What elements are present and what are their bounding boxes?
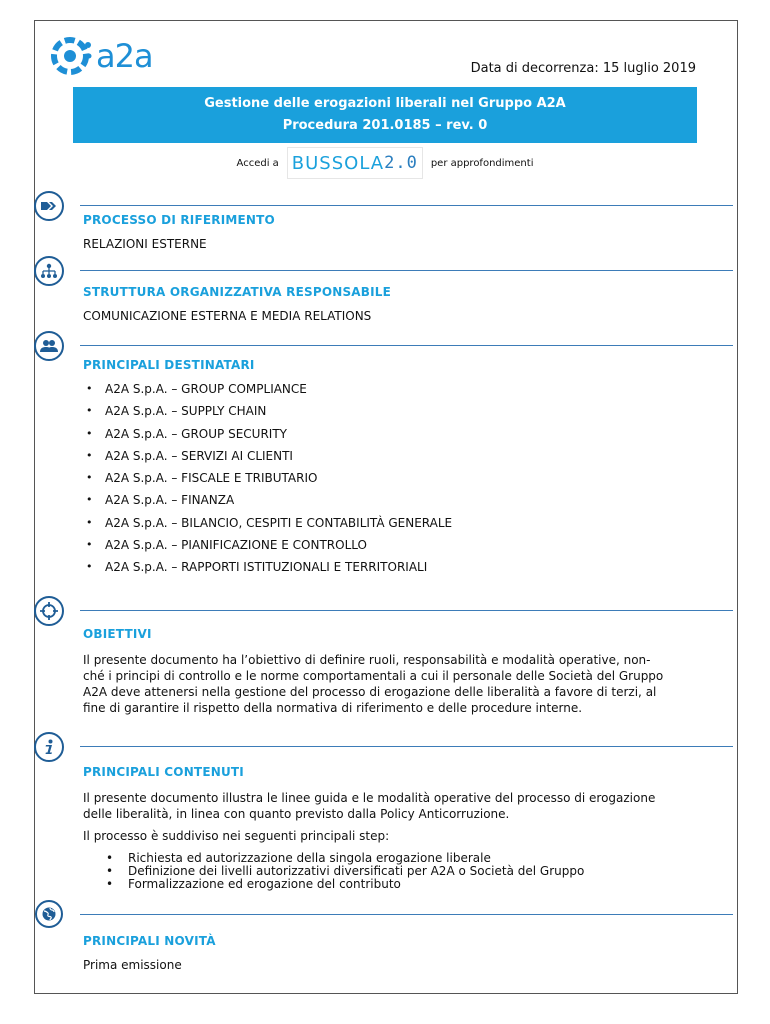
list-item: • Richiesta ed autorizzazione della singola erogazione liberale [104,852,584,865]
bussola-link[interactable] [287,147,423,179]
text-line: delle liberalità, in linea con quanto previsto dalla Policy Anticorruzione. [83,807,510,821]
access-suffix: per approfondimenti [430,157,534,169]
section-divider [80,746,733,747]
text-line: Il presente documento ha l’obiettivo di definire ruoli, responsabilità e modalità operative, non- [83,653,651,667]
section-title-struttura: STRUTTURA ORGANIZZATIVA RESPONSABILE [83,285,392,299]
list-item: • A2A S.p.A. – SERVIZI AI CLIENTI [83,445,452,467]
list-item: • Formalizzazione ed erogazione del contributo [104,878,584,891]
list-item: • A2A S.p.A. – FISCALE E TRIBUTARIO [83,467,452,489]
access-row [0,147,770,179]
recipients-list [83,378,452,579]
effective-date: Data di decorrenza: 15 luglio 2019 [470,61,696,76]
a2a-logo-icon [50,36,94,76]
section-divider [80,270,733,271]
a2a-logo [50,36,153,76]
info-icon [34,732,64,762]
list-item: • A2A S.p.A. – GROUP COMPLIANCE [83,378,452,400]
target-icon [34,596,64,626]
text-line: A2A deve attenersi nella gestione del processo di erogazione delle liberalità a favore di terzi, al [83,685,657,699]
steps-intro: Il processo è suddiviso nei seguenti principali step: [83,829,390,843]
text-line: Il presente documento illustra le linee guida e le modalità operative del processo di erogazione [83,791,656,805]
section-title-processo: PROCESSO DI RIFERIMENTO [83,213,275,227]
section-title-novita: PRINCIPALI NOVITÀ [83,934,216,948]
access-prefix: Accedi a [236,157,279,169]
section-divider [80,345,733,346]
procedure-number: Procedura 201.0185 – rev. 0 [282,118,488,133]
section-title-obiettivi: OBIETTIVI [83,627,152,641]
section-text-novita: Prima emissione [83,958,182,972]
list-item: • A2A S.p.A. – BILANCIO, CESPITI E CONTABILITÀ GENERALE [83,512,452,534]
section-title-contenuti: PRINCIPALI CONTENUTI [83,765,244,779]
people-icon [34,331,64,361]
section-divider [80,610,733,611]
list-item: • A2A S.p.A. – FINANZA [83,489,452,511]
section-divider [80,205,733,206]
brand-name: a2a [96,37,153,75]
section-text-obiettivi [83,652,703,716]
arrow-right-icon [34,191,64,221]
section-divider [80,914,733,915]
list-item: • A2A S.p.A. – SUPPLY CHAIN [83,400,452,422]
section-text-contenuti [83,790,703,822]
list-item: • Definizione dei livelli autorizzativi diversificati per A2A o Società del Gruppo [104,865,584,878]
org-chart-icon [34,256,64,286]
title-banner [73,87,697,143]
list-item: • A2A S.p.A. – GROUP SECURITY [83,423,452,445]
bussola-version: 2.0 [384,153,418,173]
section-text-struttura: COMUNICAZIONE ESTERNA E MEDIA RELATIONS [83,309,372,323]
steps-list [104,852,584,891]
text-line: ché i principi di controllo e le norme comportamentali a cui il personale delle Società del Gruppo [83,669,664,683]
list-item: • A2A S.p.A. – PIANIFICAZIONE E CONTROLLO [83,534,452,556]
list-item: • A2A S.p.A. – RAPPORTI ISTITUZIONALI E TERRITORIALI [83,556,452,578]
section-text-processo: RELAZIONI ESTERNE [83,237,207,251]
section-title-destinatari: PRINCIPALI DESTINATARI [83,358,255,372]
globe-icon [35,900,63,928]
text-line: fine di garantire il rispetto della normativa di riferimento e delle procedure interne. [83,701,583,715]
bussola-logo-text: BUSSOLA [291,152,385,174]
document-title: Gestione delle erogazioni liberali nel Gruppo A2A [204,96,566,111]
